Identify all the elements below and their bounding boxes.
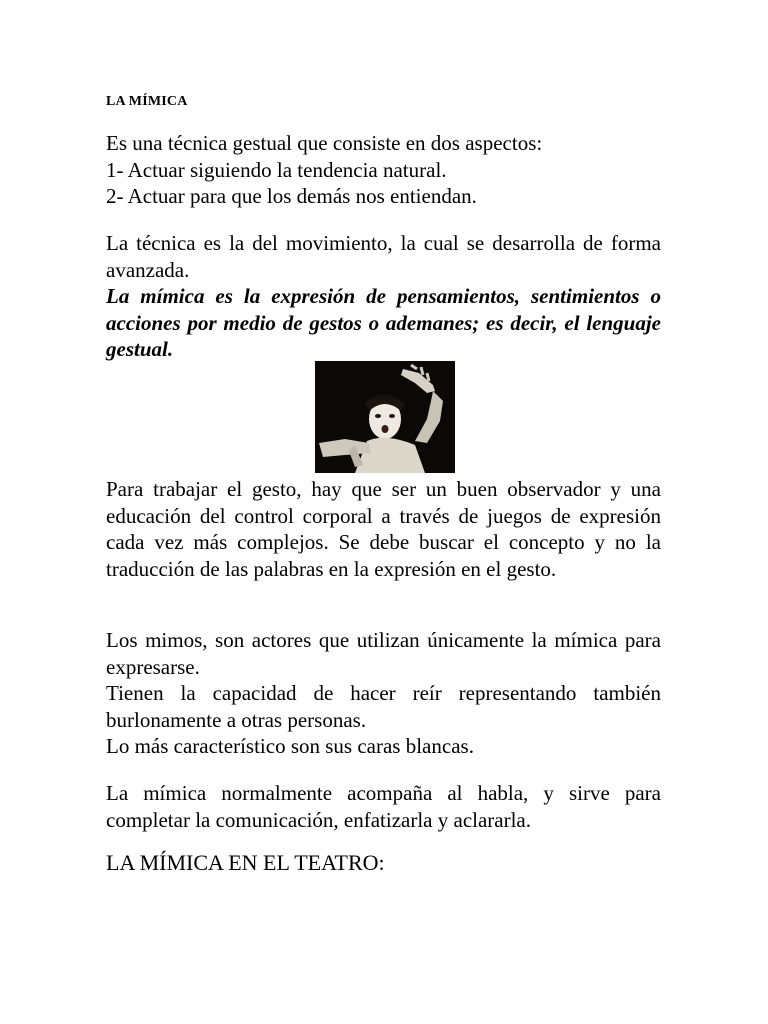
- speech-block: [106, 780, 661, 833]
- intro-line: Es una técnica gestual que consiste en dos aspectos:: [106, 131, 543, 155]
- mimes-line: Los mimos, son actores que utilizan únicamente la mímica para expresarse.: [106, 628, 661, 679]
- mime-illustration: [315, 361, 455, 473]
- mimes-block: [106, 627, 661, 760]
- technique-paragraph: La técnica es la del movimiento, la cual se desarrolla de forma avanzada.: [106, 231, 661, 282]
- theatre-heading: LA MÍMICA EN EL TEATRO:: [106, 850, 385, 875]
- gesture-block: [106, 476, 661, 582]
- technique-block: [106, 230, 661, 363]
- intro-line: 1- Actuar siguiendo la tendencia natural.: [106, 157, 447, 182]
- speech-paragraph: La mímica normalmente acompaña al habla, y sirve para completar la comunicación, enfatizarla y aclararla.: [106, 781, 661, 832]
- intro-line: 2- Actuar para que los demás nos entiendan.: [106, 184, 477, 208]
- definition-paragraph: La mímica es la expresión de pensamientos, sentimientos o acciones por medio de gestos o ademanes; es decir, el lenguaje gestual.: [106, 284, 661, 361]
- intro-block: [106, 130, 661, 210]
- mimes-line: Lo más característico son sus caras blancas.: [106, 734, 474, 758]
- mime-photo: [315, 361, 455, 473]
- document-title: LA MÍMICA: [106, 94, 188, 109]
- mimes-line: Tienen la capacidad de hacer reír representando también burlonamente a otras personas.: [106, 681, 661, 732]
- gesture-paragraph: Para trabajar el gesto, hay que ser un buen observador y una educación del control corporal a través de juegos de expresión cada vez más complejos. Se debe buscar el concepto y no la traducción de las palabras en la expresión en el gesto.: [106, 477, 661, 581]
